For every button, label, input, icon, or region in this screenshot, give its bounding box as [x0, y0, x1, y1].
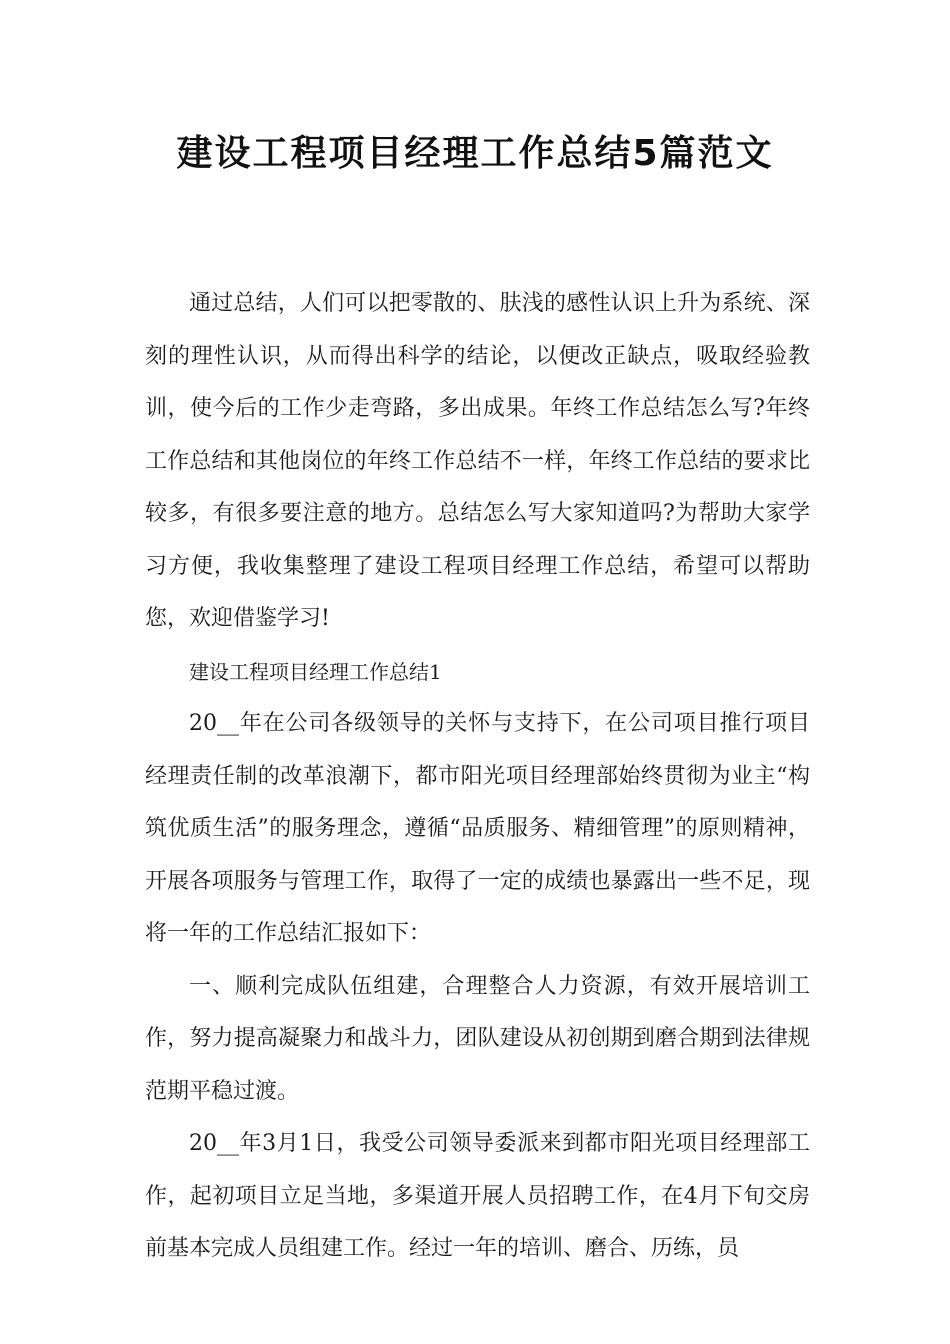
intro-paragraph: 通过总结，人们可以把零散的、肤浅的感性认识上升为系统、深刻的理性认识，从而得出科学的结论，以便改正缺点，吸取经验教训，使今后的工作少走弯路，多出成果。年终工作总结怎么写?年终工作总结和其他岗位的年终工作总结不一样，年终工作总结的要求比较多，有很多要注意的地方。总结怎么写大家知道吗?为帮助大家学习方便，我收集整理了建设工程项目经理工作总结，希望可以帮助您，欢迎借鉴学习!: [145, 291, 810, 631]
document-title: 建设工程项目经理工作总结5篇范文: [176, 133, 774, 174]
section-heading: 建设工程项目经理工作总结1: [189, 659, 442, 684]
body-paragraph: 20__年在公司各级领导的关怀与支持下，在公司项目推行项目经理责任制的改革浪潮下，都市阳光项目经理部始终贯彻为业主“构筑优质生活”的服务理念，遵循“品质服务、精细管理”的原则精神，开展各项服务与管理工作，取得了一定的成绩也暴露出一些不足，现将一年的工作总结汇报如下：: [145, 711, 810, 946]
document-body: [145, 278, 810, 1276]
body-paragraph: 一、顺利完成队伍组建，合理整合人力资源，有效开展培训工作，努力提高凝聚力和战斗力，团队建设从初创期到磨合期到法律规范期平稳过渡。: [145, 973, 810, 1104]
body-paragraph: 20__年3月1日，我受公司领导委派来到都市阳光项目经理部工作，起初项目立足当地，多渠道开展人员招聘工作，在4月下旬交房前基本完成人员组建工作。经过一年的培训、磨合、历练，员: [145, 1131, 810, 1261]
